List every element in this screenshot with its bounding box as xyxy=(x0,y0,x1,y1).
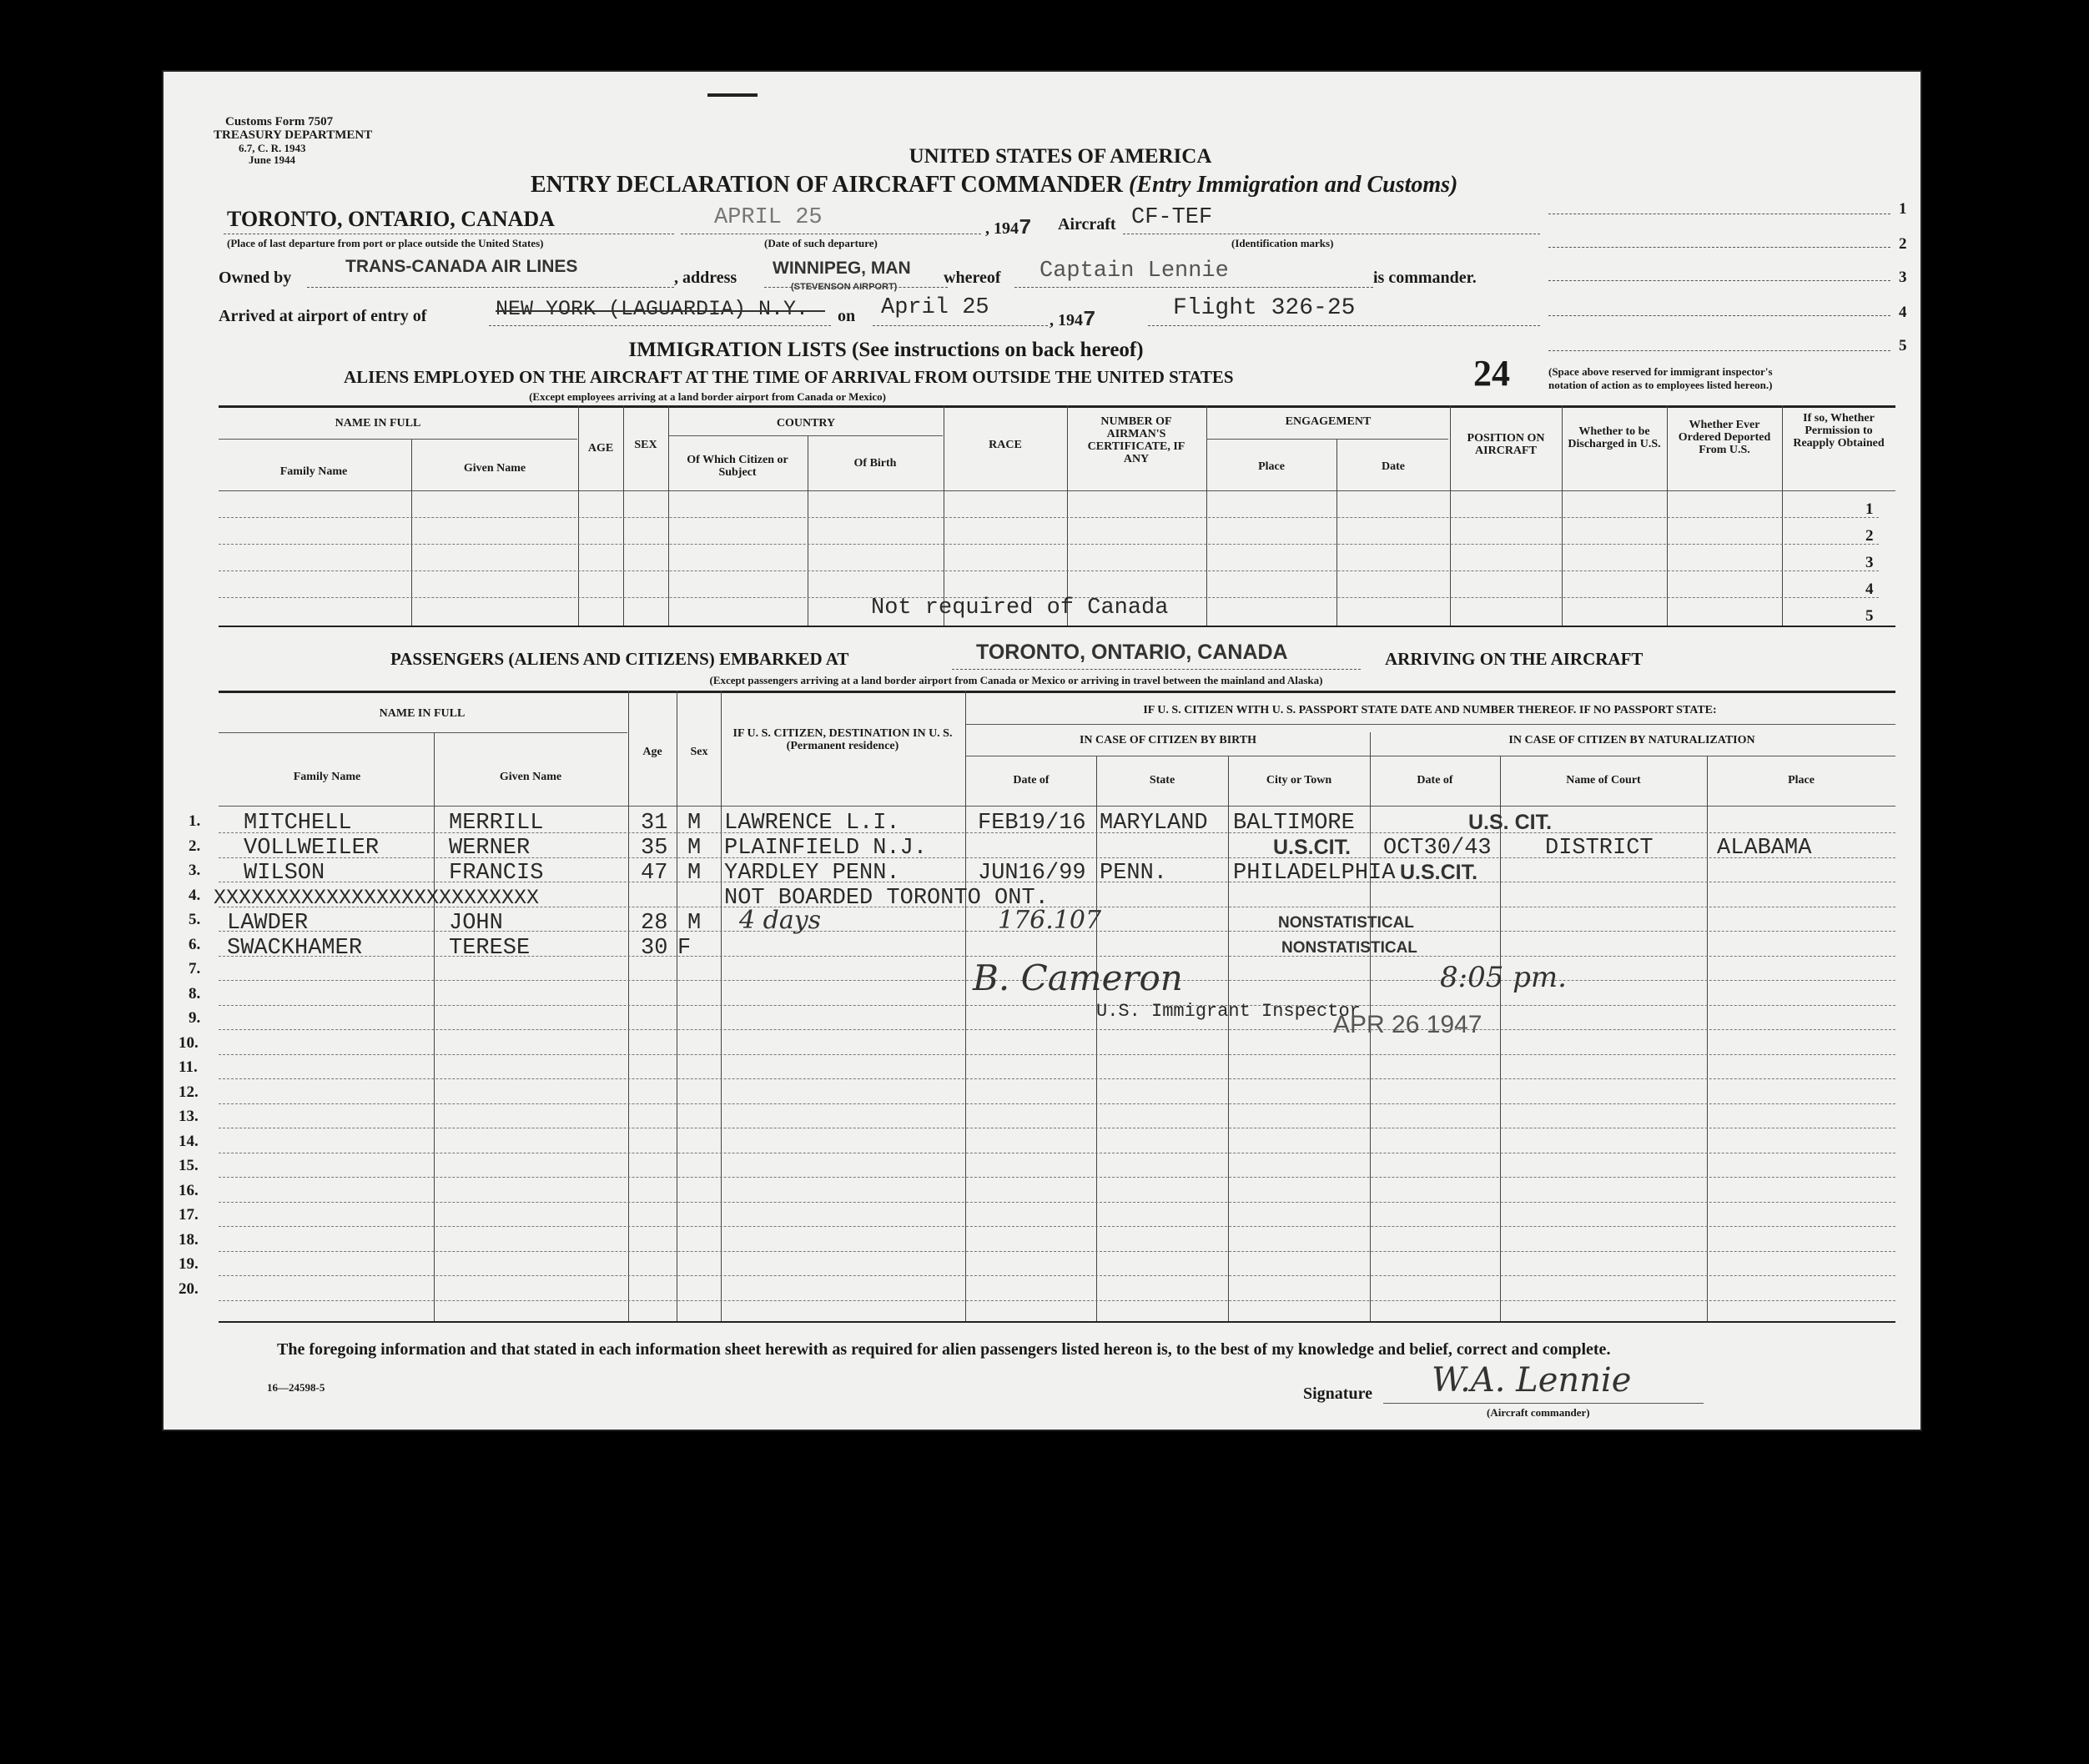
pax-row-number: 12. xyxy=(179,1083,199,1101)
reserved-note-2: notation of action as to employees listed hereon.) xyxy=(1548,379,1773,391)
right-line-num: 2 xyxy=(1899,235,1907,253)
pax-sex: M xyxy=(687,811,702,836)
crew-h-place: Place xyxy=(1258,460,1285,473)
crew-h-certificate: NUMBER OF AIRMAN'S CERTIFICATE, IF ANY xyxy=(1087,415,1185,465)
crew-row-number: 1 xyxy=(1865,500,1874,518)
crew-col-rule xyxy=(1667,405,1668,626)
pax-family: LAWDER xyxy=(227,911,309,936)
aliens-title: ALIENS EMPLOYED ON THE AIRCRAFT AT THE TIME OF ARRIVAL FROM OUTSIDE THE UNITED STATES xyxy=(344,367,1234,387)
pax-h-citizen-nat: IN CASE OF CITIZEN BY NATURALIZATION xyxy=(1508,734,1755,746)
commander-name: Captain Lennie xyxy=(1039,259,1229,284)
pax-handwritten-stay: 4 days xyxy=(739,906,822,935)
arrival-label: Arrived at airport of entry of xyxy=(219,307,427,325)
crew-h-race: RACE xyxy=(989,439,1022,451)
inspector-caption: U.S. Immigrant Inspector xyxy=(1096,1001,1361,1022)
pax-sex: F xyxy=(677,936,692,961)
pax-h-destination: IF U. S. CITIZEN, DESTINATION IN U. S. (Permanent residence) xyxy=(732,727,953,752)
crew-h-birth: Of Birth xyxy=(853,457,897,470)
crew-row-number: 4 xyxy=(1865,580,1874,598)
crew-table-header-bottom xyxy=(219,490,1895,491)
crew-table-bottom xyxy=(219,626,1895,627)
pax-sex: M xyxy=(687,911,702,936)
right-line-2 xyxy=(1548,247,1890,248)
pax-given: FRANCIS xyxy=(449,861,544,886)
right-line-5 xyxy=(1548,350,1890,351)
address-line xyxy=(764,287,948,288)
departure-date: APRIL 25 xyxy=(714,205,823,230)
departure-year-digit: 7 xyxy=(1019,215,1032,240)
pax-h-dob: Date of xyxy=(1013,774,1050,787)
signature-line xyxy=(1383,1403,1704,1404)
pax-col-rule xyxy=(1096,756,1097,1321)
form-date: June 1944 xyxy=(249,153,295,166)
crew-row-line xyxy=(219,517,1879,518)
crew-h-sex: SEX xyxy=(634,439,657,451)
pax-row-number: 2. xyxy=(189,837,201,855)
owner-label: Owned by xyxy=(219,269,292,287)
pax-h-state: State xyxy=(1149,774,1175,787)
pax-birth-city: BALTIMORE xyxy=(1233,811,1355,836)
pax-family: SWACKHAMER xyxy=(227,936,363,961)
arrival-on: on xyxy=(838,307,856,325)
pax-row-number: 13. xyxy=(179,1108,199,1125)
immigration-title: IMMIGRATION LISTS (See instructions on back hereof) xyxy=(628,339,1144,361)
flight-line xyxy=(1148,325,1540,326)
crew-h-date: Date xyxy=(1382,460,1405,473)
arrival-year-digit: 7 xyxy=(1083,307,1096,332)
crew-h-age: AGE xyxy=(587,442,614,455)
document-page xyxy=(164,72,1920,1430)
pax-table-bottom xyxy=(219,1321,1895,1323)
pax-handwritten-number: 176.107 xyxy=(998,906,1102,935)
crew-subheader-rule xyxy=(219,439,577,440)
pax-h-court: Name of Court xyxy=(1566,774,1641,787)
pax-row-line xyxy=(219,1275,1895,1276)
address-label: , address xyxy=(674,269,737,287)
pax-h-age: Age xyxy=(642,746,662,758)
embarked-place: TORONTO, ONTARIO, CANADA xyxy=(976,641,1288,664)
pax-h-nat-date: Date of xyxy=(1417,774,1453,787)
crew-h-permission: If so, Whether Permission to Reapply Obtained xyxy=(1793,412,1885,450)
pax-row-line xyxy=(219,1202,1895,1203)
crew-col-rule xyxy=(1782,405,1783,626)
pax-destination: YARDLEY PENN. xyxy=(724,861,900,886)
crew-h-given: Given Name xyxy=(463,462,526,475)
crew-row-number: 2 xyxy=(1865,527,1874,545)
pax-h-family: Family Name xyxy=(293,771,361,783)
pax-h-place: Place xyxy=(1788,774,1815,787)
pax-row-number: 17. xyxy=(179,1206,199,1224)
pax-row-number: 5. xyxy=(189,911,201,928)
pax-sex: M xyxy=(687,861,702,886)
pax-col-rule xyxy=(1228,756,1229,1321)
commander-signature: W.A. Lennie xyxy=(1432,1361,1632,1400)
departure-place-caption: (Place of last departure from port or place outside the United States) xyxy=(227,237,544,249)
certification-statement: The foregoing information and that stated in each information sheet herewith as required for alien passengers listed hereon is, to the best of my knowledge and belief, correct and complete. xyxy=(277,1340,1611,1359)
pax-subheader-rule xyxy=(219,732,627,733)
crew-col-rule xyxy=(1067,405,1068,626)
pax-header-bottom xyxy=(219,806,1895,807)
crew-col-rule xyxy=(578,405,579,626)
pax-age: 35 xyxy=(641,836,668,861)
form-print-number: 16—24598-5 xyxy=(267,1381,325,1394)
crew-h-name: NAME IN FULL xyxy=(335,417,421,430)
flight-number: Flight 326-25 xyxy=(1173,295,1356,321)
passengers-arriving: ARRIVING ON THE AIRCRAFT xyxy=(1385,649,1644,669)
pax-row-number: 9. xyxy=(189,1009,201,1027)
commander-line xyxy=(1014,287,1373,288)
crew-subheader-rule xyxy=(1206,439,1448,440)
pax-given: JOHN xyxy=(449,911,503,936)
pax-birth-state: PENN. xyxy=(1100,861,1168,886)
employee-count: 24 xyxy=(1473,353,1510,394)
departure-year: , 1947 xyxy=(985,215,1032,240)
is-commander-label: is commander. xyxy=(1373,269,1477,287)
pax-family: WILSON xyxy=(244,861,325,886)
pax-age: 28 xyxy=(641,911,668,936)
pax-destination: LAWRENCE L.I. xyxy=(724,811,900,836)
right-line-3 xyxy=(1548,280,1890,281)
inspector-signature: B. Cameron xyxy=(973,957,1183,998)
passengers-title: PASSENGERS (ALIENS AND CITIZENS) EMBARKED AT xyxy=(390,649,849,669)
pax-row-line xyxy=(219,1054,1895,1055)
pax-row-number: 11. xyxy=(179,1058,198,1076)
crew-col-rule xyxy=(1450,405,1451,626)
crew-row-number: 3 xyxy=(1865,554,1874,571)
pax-destination: NOT BOARDED TORONTO ONT. xyxy=(724,886,1049,911)
pax-h-name: NAME IN FULL xyxy=(379,707,466,720)
pax-h-given: Given Name xyxy=(499,771,562,783)
address-sub: (STEVENSON AIRPORT) xyxy=(791,282,898,292)
arrival-date: April 25 xyxy=(881,295,989,320)
crew-h-position: POSITION ON AIRCRAFT xyxy=(1467,432,1545,457)
crew-not-required-note: Not required of Canada xyxy=(871,596,1169,621)
pax-col-rule xyxy=(434,732,435,1321)
pax-birth-state: MARYLAND xyxy=(1100,811,1208,836)
country-heading: UNITED STATES OF AMERICA xyxy=(909,145,1212,168)
crew-col-rule xyxy=(1562,405,1563,626)
crew-subheader-rule xyxy=(669,435,943,436)
departure-place: TORONTO, ONTARIO, CANADA xyxy=(227,207,555,231)
arrival-year: , 1947 xyxy=(1050,307,1096,332)
passengers-sub: (Except passengers arriving at a land border airport from Canada or Mexico or arriving in travel between the mainland and Alaska) xyxy=(709,674,1323,686)
pax-row-number: 16. xyxy=(179,1181,199,1199)
aliens-sub: (Except employees arriving at a land border airport from Canada or Mexico) xyxy=(529,390,886,403)
crew-h-country: COUNTRY xyxy=(776,417,836,430)
pax-row-line xyxy=(219,1300,1895,1301)
pax-birth-date: FEB19/16 xyxy=(978,811,1086,836)
pax-row-number: 3. xyxy=(189,862,201,879)
pax-given: MERRILL xyxy=(449,811,544,836)
inspection-date-stamp: APR 26 1947 xyxy=(1333,1011,1482,1038)
departure-date-caption: (Date of such departure) xyxy=(764,237,878,249)
pax-row-line xyxy=(219,1226,1895,1227)
inspector-time: 8:05 pm. xyxy=(1440,961,1567,994)
pax-age: 47 xyxy=(641,861,668,886)
crew-row-line xyxy=(219,570,1879,571)
pax-row-line xyxy=(219,1005,1895,1006)
ident-caption: (Identification marks) xyxy=(1231,237,1334,249)
crew-col-rule xyxy=(623,405,624,626)
pax-row-number: 1. xyxy=(189,812,201,830)
aircraft-marks: CF-TEF xyxy=(1131,205,1213,230)
form-regulation: 6.7, C. R. 1943 xyxy=(239,142,306,154)
pax-court: DISTRICT xyxy=(1545,836,1654,861)
right-line-num: 4 xyxy=(1899,304,1907,321)
pax-struck-entry: XXXXXXXXXXXXXXXXXXXXXXXXXX xyxy=(214,886,540,910)
owner-value: TRANS-CANADA AIR LINES xyxy=(345,257,578,276)
pax-birth-date: JUN16/99 xyxy=(978,861,1086,886)
pax-nat-place: ALABAMA xyxy=(1717,836,1812,861)
right-line-num: 3 xyxy=(1899,269,1907,286)
pax-h-city: City or Town xyxy=(1266,774,1332,787)
pax-given: WERNER xyxy=(449,836,531,861)
crew-row-line xyxy=(219,544,1879,545)
right-line-4 xyxy=(1548,315,1890,316)
crew-h-engagement: ENGAGEMENT xyxy=(1285,415,1372,428)
pax-h-sex: Sex xyxy=(690,746,708,758)
airport-line xyxy=(489,325,831,326)
form-title: ENTRY DECLARATION OF AIRCRAFT COMMANDER (Entry Immigration and Customs) xyxy=(531,172,1458,198)
right-line-num: 5 xyxy=(1899,337,1907,354)
pax-citizen-stamp: U.S.CIT. xyxy=(1273,836,1352,859)
nonstatistical-stamp: NONSTATISTICAL xyxy=(1281,939,1417,957)
pax-row-number: 7. xyxy=(189,960,201,977)
reserved-note-1: (Space above reserved for immigrant inspector's xyxy=(1548,365,1773,378)
pax-birth-city: PHILADELPHIA xyxy=(1233,861,1396,886)
pax-family: VOLLWEILER xyxy=(244,836,380,861)
form-department: TREASURY DEPARTMENT xyxy=(214,128,373,142)
address-value: WINNIPEG, MAN xyxy=(773,259,911,278)
pax-age: 31 xyxy=(641,811,668,836)
pax-citizen-stamp: U.S. CIT. xyxy=(1468,811,1553,834)
aircraft-label: Aircraft xyxy=(1058,215,1116,234)
top-mark xyxy=(707,93,758,97)
pax-table-top xyxy=(219,691,1895,693)
crew-h-deported: Whether Ever Ordered Deported From U.S. xyxy=(1678,419,1771,456)
pax-row-number: 4. xyxy=(189,886,201,904)
pax-age: 30 xyxy=(641,936,668,961)
crew-row-number: 5 xyxy=(1865,607,1874,625)
pax-citizen-stamp: U.S.CIT. xyxy=(1400,861,1478,884)
pax-family: MITCHELL xyxy=(244,811,352,836)
crew-h-family: Family Name xyxy=(279,465,348,478)
pax-given: TERESE xyxy=(449,936,531,961)
pax-row-number: 20. xyxy=(179,1279,199,1298)
airport-strike xyxy=(496,310,825,312)
pax-row-number: 10. xyxy=(179,1033,199,1052)
pax-row-number: 19. xyxy=(179,1255,199,1273)
form-number: Customs Form 7507 xyxy=(225,115,334,128)
embarked-line xyxy=(952,669,1361,670)
pax-row-number: 15. xyxy=(179,1157,199,1174)
pax-destination: PLAINFIELD N.J. xyxy=(724,836,928,861)
pax-row-number: 18. xyxy=(179,1230,199,1249)
nonstatistical-stamp: NONSTATISTICAL xyxy=(1278,914,1414,932)
pax-row-line xyxy=(219,1177,1895,1178)
pax-h-passport: IF U. S. CITIZEN WITH U. S. PASSPORT STATE DATE AND NUMBER THEREOF. IF NO PASSPORT STATE: xyxy=(1143,704,1717,716)
arrival-date-line xyxy=(873,325,1048,326)
right-line-num: 1 xyxy=(1899,200,1907,218)
pax-row-number: 8. xyxy=(189,984,201,1003)
form-title-paren: (Entry Immigration and Customs) xyxy=(1128,172,1458,198)
pax-row-number: 14. xyxy=(179,1132,199,1150)
pax-nat-date: OCT30/43 xyxy=(1383,836,1492,861)
pax-row-line xyxy=(219,1251,1895,1252)
pax-col-rule xyxy=(1500,756,1501,1321)
signature-caption: (Aircraft commander) xyxy=(1487,1406,1590,1419)
pax-subheader-rule xyxy=(966,724,1895,725)
signature-label: Signature xyxy=(1303,1385,1372,1403)
pax-col-rule xyxy=(1707,756,1708,1321)
pax-row-line xyxy=(219,1103,1895,1104)
pax-row-line xyxy=(219,1078,1895,1079)
crew-col-rule xyxy=(668,405,669,626)
crew-h-citizen: Of Which Citizen or Subject xyxy=(687,454,788,479)
crew-h-discharged: Whether to be Discharged in U.S. xyxy=(1568,425,1661,450)
pax-sex: M xyxy=(687,836,702,861)
crew-table-top xyxy=(219,405,1895,408)
owner-line xyxy=(307,287,674,288)
pax-row-number: 6. xyxy=(189,935,201,953)
pax-h-citizen-birth: IN CASE OF CITIZEN BY BIRTH xyxy=(1079,734,1257,746)
whereof-label: whereof xyxy=(944,269,1001,287)
pax-row-line xyxy=(219,1029,1895,1030)
arrival-airport: NEW YORK (LAGUARDIA) N.Y. xyxy=(496,297,809,321)
